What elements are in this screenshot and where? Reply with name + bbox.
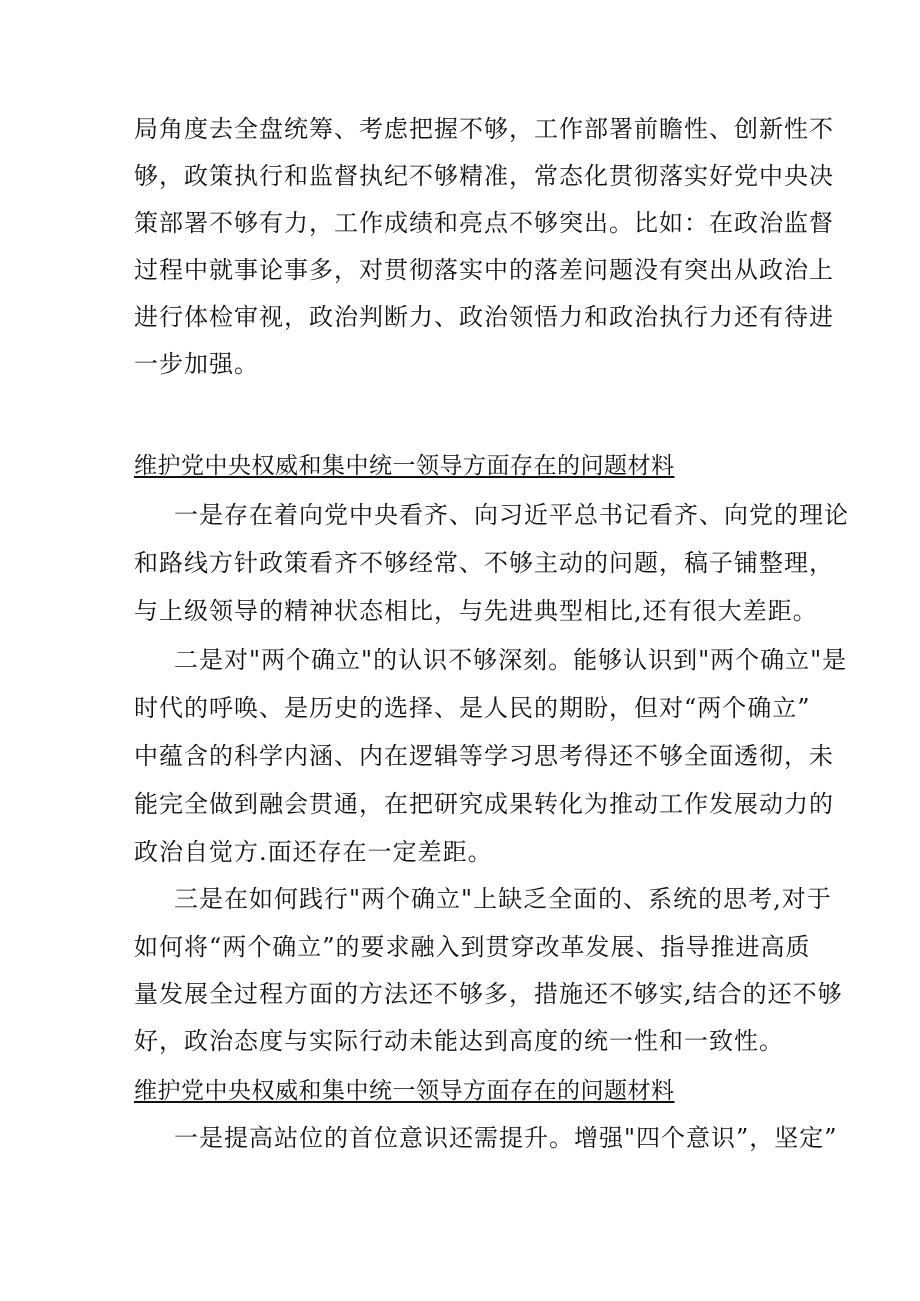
text-line: 三是在如何践行"两个确立"上缺乏全面的、系统的思考,对于 bbox=[174, 885, 832, 913]
text-line: 进行体检审视，政治判断力、政治领悟力和政治执行力还有待进 bbox=[134, 303, 834, 331]
text-line: 过程中就事论事多，对贯彻落实中的落差问题没有突出从政治上 bbox=[134, 256, 834, 284]
text-line: 如何将“两个确立”的要求融入到贯穿改革发展、指导推进高质 bbox=[134, 933, 811, 961]
text-line: 与上级领导的精神状态相比，与先进典型相比,还有很大差距。 bbox=[134, 597, 818, 625]
section-heading: 维护党中央权威和集中统一领导方面存在的问题材料 bbox=[134, 453, 675, 479]
text-line: 够，政策执行和监督执纪不够精准，常态化贯彻落实好党中央决 bbox=[134, 162, 834, 190]
text-line: 能完全做到融会贯通，在把研究成果转化为推动工作发展动力的 bbox=[134, 790, 834, 818]
text-line: 政治自觉方.面还存在一定差距。 bbox=[134, 838, 493, 866]
text-line: 好，政治态度与实际行动未能达到高度的统一性和一致性。 bbox=[134, 1027, 784, 1055]
text-line: 一是存在着向党中央看齐、向习近平总书记看齐、向党的理论 bbox=[174, 501, 849, 529]
text-line: 量发展全过程方面的方法还不够多，措施还不够实,结合的还不够 bbox=[134, 980, 843, 1008]
text-line: 局角度去全盘统筹、考虑把握不够，工作部署前瞻性、创新性不 bbox=[134, 115, 834, 143]
text-line: 一是提高站位的首位意识还需提升。增强"四个意识”，坚定” bbox=[174, 1124, 838, 1152]
section-heading: 维护党中央权威和集中统一领导方面存在的问题材料 bbox=[134, 1078, 675, 1104]
text-line: 时代的呼唤、是历史的选择、是人民的期盼，但对“两个确立” bbox=[134, 694, 811, 722]
text-line: 二是对"两个确立"的认识不够深刻。能够认识到"两个确立"是 bbox=[174, 646, 848, 674]
text-line: 中蕴含的科学内涵、内在逻辑等学习思考得还不够全面透彻，未 bbox=[134, 742, 834, 770]
text-line: 策部署不够有力，工作成绩和亮点不够突出。比如：在政治监督 bbox=[134, 209, 834, 237]
text-line: 一步加强。 bbox=[134, 350, 259, 378]
text-line: 和路线方针政策看齐不够经常、不够主动的问题，稿子铺整理， bbox=[134, 549, 834, 577]
